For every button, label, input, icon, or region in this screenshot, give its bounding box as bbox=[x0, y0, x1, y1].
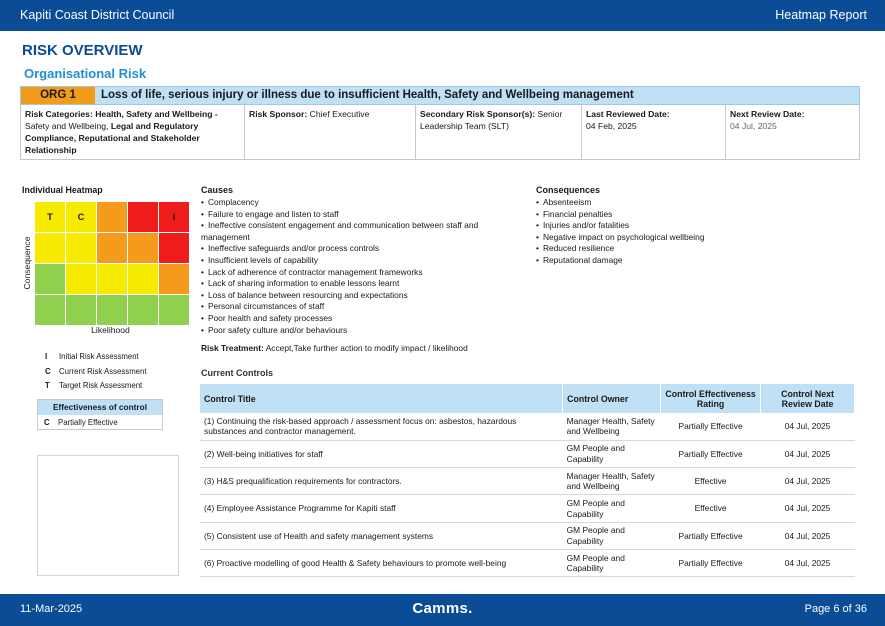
col-next-review: Control Next Review Date bbox=[761, 384, 855, 413]
page-title: RISK OVERVIEW bbox=[22, 42, 143, 59]
risk-heatmap bbox=[35, 202, 186, 324]
heatmap-cell bbox=[97, 233, 127, 263]
table-row bbox=[200, 495, 855, 522]
last-reviewed-cell: Last Reviewed Date: 04 Feb, 2025 bbox=[582, 105, 726, 159]
risk-code-badge: ORG 1 bbox=[21, 87, 95, 104]
cell-rating: Effective bbox=[661, 495, 761, 522]
list-item: • Reduced resilience bbox=[536, 243, 836, 255]
council-name: Kapiti Coast District Council bbox=[20, 8, 175, 22]
page-number: Page 6 of 36 bbox=[804, 603, 867, 615]
camms-logo: Camms. bbox=[412, 600, 473, 617]
list-item: • Injuries and/or fatalities bbox=[536, 220, 836, 232]
legend-initial: I Initial Risk Assessment bbox=[45, 352, 139, 361]
legend-target: T Target Risk Assessment bbox=[45, 381, 143, 390]
table-row bbox=[200, 549, 855, 576]
list-item: • Absenteeism bbox=[536, 197, 836, 209]
col-effectiveness: Control Effectiveness Rating bbox=[661, 384, 761, 413]
list-item: • Financial penalties bbox=[536, 209, 836, 221]
list-item: • Negative impact on psychological wellbeing bbox=[536, 232, 836, 244]
heatmap-cell bbox=[159, 233, 189, 263]
causes-list bbox=[201, 197, 491, 336]
footer-date: 11-Mar-2025 bbox=[20, 603, 83, 615]
heatmap-cell bbox=[66, 295, 96, 325]
heatmap-cell bbox=[66, 202, 96, 232]
heatmap-y-label: Consequence bbox=[22, 236, 32, 290]
cell-rating: Effective bbox=[661, 468, 761, 495]
risk-treatment: Risk Treatment: Accept,Take further action to modify impact / likelihood bbox=[201, 343, 468, 353]
current-controls-title: Current Controls bbox=[201, 368, 273, 378]
controls-table bbox=[200, 384, 855, 577]
report-header bbox=[0, 0, 885, 31]
risk-title-bar bbox=[20, 86, 860, 105]
cell-title: (4) Employee Assistance Programme for Kapiti staff bbox=[200, 495, 563, 522]
heatmap-cell bbox=[97, 202, 127, 232]
heatmap-title: Individual Heatmap bbox=[22, 185, 103, 195]
cell-owner: GM People and Capability bbox=[563, 522, 661, 549]
effectiveness-row: C Partially Effective bbox=[44, 418, 118, 427]
section-title: Organisational Risk bbox=[24, 66, 147, 81]
list-item: • Complacency bbox=[201, 197, 491, 209]
cell-title: (5) Consistent use of Health and safety management systems bbox=[200, 522, 563, 549]
heatmap-cell bbox=[159, 202, 189, 232]
cell-title: (1) Continuing the risk-based approach / assessment focus on: asbestos, hazardous substances and contractor management. bbox=[200, 413, 563, 440]
table-row bbox=[200, 522, 855, 549]
heatmap-cell bbox=[35, 264, 65, 294]
list-item: • Loss of balance between resourcing and expectations bbox=[201, 290, 491, 302]
blank-panel bbox=[37, 455, 179, 576]
heatmap-cell bbox=[66, 264, 96, 294]
list-item: • Poor safety culture and/or behaviours bbox=[201, 325, 491, 337]
cell-rating: Partially Effective bbox=[661, 522, 761, 549]
cell-next: 04 Jul, 2025 bbox=[761, 413, 855, 440]
list-item: • Failure to engage and listen to staff bbox=[201, 209, 491, 221]
col-control-title: Control Title bbox=[200, 384, 563, 413]
cell-title: (6) Proactive modelling of good Health & Safety behaviours to promote well-being bbox=[200, 549, 563, 576]
cell-owner: GM People and Capability bbox=[563, 440, 661, 467]
cell-title: (2) Well-being initiatives for staff bbox=[200, 440, 563, 467]
cell-next: 04 Jul, 2025 bbox=[761, 495, 855, 522]
heatmap-cell bbox=[128, 264, 158, 294]
list-item: • Reputational damage bbox=[536, 255, 836, 267]
heatmap-marker-C: C bbox=[77, 212, 85, 222]
heatmap-cell bbox=[66, 233, 96, 263]
cell-next: 04 Jul, 2025 bbox=[761, 440, 855, 467]
col-control-owner: Control Owner bbox=[563, 384, 661, 413]
next-review-cell: Next Review Date: 04 Jul, 2025 bbox=[730, 109, 805, 131]
risk-sponsor-cell: Risk Sponsor: Chief Executive bbox=[245, 105, 416, 159]
cell-rating: Partially Effective bbox=[661, 549, 761, 576]
heatmap-marker-I: I bbox=[172, 212, 176, 222]
controls-header-row bbox=[200, 384, 855, 413]
heatmap-marker-T: T bbox=[47, 212, 53, 222]
report-footer bbox=[0, 594, 885, 626]
cell-title: (3) H&S prequalification requirements for contractors. bbox=[200, 468, 563, 495]
table-row bbox=[200, 440, 855, 467]
consequences-list bbox=[536, 197, 836, 267]
heatmap-cell bbox=[35, 295, 65, 325]
effectiveness-box bbox=[37, 399, 163, 430]
table-row bbox=[200, 413, 855, 440]
consequences-title: Consequences bbox=[536, 185, 601, 195]
list-item: • Lack of sharing information to enable lessons learnt bbox=[201, 278, 491, 290]
causes-title: Causes bbox=[201, 185, 234, 195]
heatmap-cell bbox=[97, 295, 127, 325]
secondary-sponsor-cell: Secondary Risk Sponsor(s): Senior Leadership Team (SLT) bbox=[416, 105, 582, 159]
report-type: Heatmap Report bbox=[775, 8, 867, 22]
table-row bbox=[200, 468, 855, 495]
legend-current: C Current Risk Assessment bbox=[45, 367, 147, 376]
cell-next: 04 Jul, 2025 bbox=[761, 468, 855, 495]
risk-info-grid bbox=[20, 105, 860, 160]
heatmap-cell bbox=[128, 202, 158, 232]
cell-owner: Manager Health, Safety and Wellbeing bbox=[563, 468, 661, 495]
cell-owner: Manager Health, Safety and Wellbeing bbox=[563, 413, 661, 440]
cell-rating: Partially Effective bbox=[661, 413, 761, 440]
cell-owner: GM People and Capability bbox=[563, 549, 661, 576]
heatmap-x-label: Likelihood bbox=[91, 325, 130, 335]
heatmap-cell bbox=[97, 264, 127, 294]
list-item: • Insufficient levels of capability bbox=[201, 255, 491, 267]
heatmap-cell bbox=[159, 264, 189, 294]
heatmap-cell bbox=[35, 233, 65, 263]
list-item: • Ineffective safeguards and/or process controls bbox=[201, 243, 491, 255]
heatmap-cell bbox=[35, 202, 65, 232]
risk-categories-cell: Risk Categories: Health, Safety and Wellbeing - Safety and Wellbeing, Legal and Regulatory Compliance, Reputational and Stakeholder Relationship bbox=[21, 105, 245, 159]
cell-next: 04 Jul, 2025 bbox=[761, 522, 855, 549]
heatmap-cell bbox=[128, 233, 158, 263]
cell-rating: Partially Effective bbox=[661, 440, 761, 467]
heatmap-cell bbox=[159, 295, 189, 325]
heatmap-cell bbox=[128, 295, 158, 325]
cell-owner: GM People and Capability bbox=[563, 495, 661, 522]
list-item: • Personal circumstances of staff bbox=[201, 301, 491, 313]
effectiveness-header: Effectiveness of control bbox=[38, 400, 162, 415]
list-item: • Poor health and safety processes bbox=[201, 313, 491, 325]
cell-next: 04 Jul, 2025 bbox=[761, 549, 855, 576]
list-item: • Lack of adherence of contractor management frameworks bbox=[201, 267, 491, 279]
list-item: • Ineffective consistent engagement and communication between staff and management bbox=[201, 220, 491, 243]
risk-title: Loss of life, serious injury or illness due to insufficient Health, Safety and Wellbeing management bbox=[101, 89, 634, 101]
